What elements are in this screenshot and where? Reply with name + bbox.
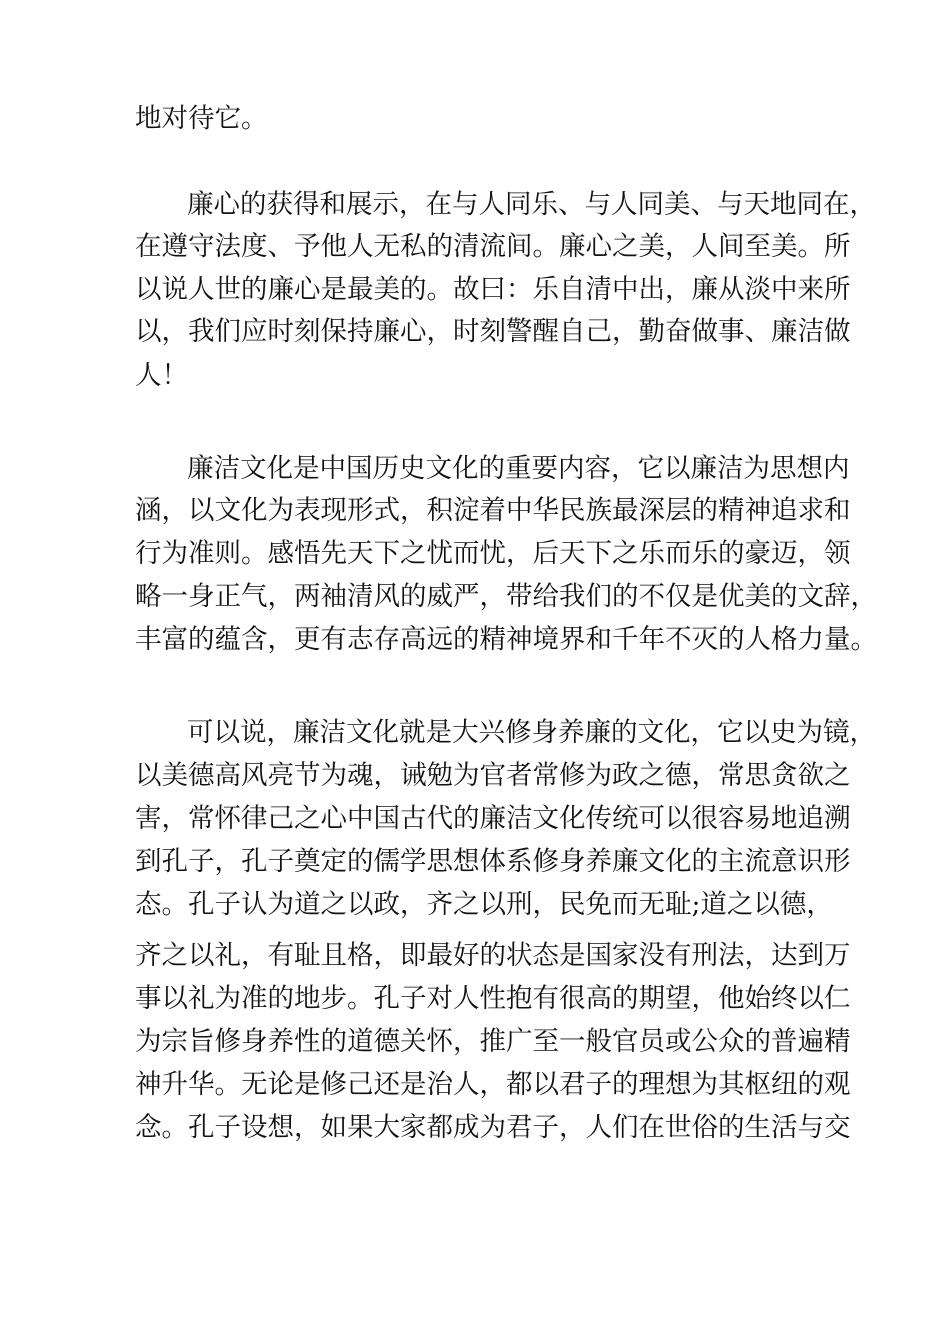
text-line: 人！	[135, 360, 188, 391]
text-line: 神升华。无论是修己还是治人，都以君子的理想为其枢纽的观	[135, 1069, 851, 1100]
text-line: 丰富的蕴含，更有志存高远的精神境界和千年不灭的人格力量。	[135, 624, 877, 655]
text-line: 略一身正气，两袖清风的威严，带给我们的不仅是优美的文辞，	[135, 581, 877, 612]
text-line: 到孔子，孔子奠定的儒学思想体系修身养廉文化的主流意识形	[135, 846, 851, 877]
text-line: 地对待它。	[135, 103, 268, 134]
text-line: 念。孔子设想，如果大家都成为君子，人们在世俗的生活与交	[135, 1112, 851, 1143]
text-line: 态。孔子认为道之以政，齐之以刑，民免而无耻;道之以德，	[135, 889, 833, 920]
text-line: 以，我们应时刻保持廉心，时刻警醒自己，勤奋做事、廉洁做	[135, 316, 851, 347]
text-line: 为宗旨修身养性的道德关怀，推广至一般官员或公众的普遍精	[135, 1026, 851, 1057]
text-line: 害，常怀律己之心中国古代的廉洁文化传统可以很容易地追溯	[135, 803, 851, 834]
text-line: 在遵守法度、予他人无私的清流间。廉心之美，人间至美。所	[135, 231, 851, 262]
text-line: 涵，以文化为表现形式，积淀着中华民族最深层的精神追求和	[135, 495, 851, 526]
text-line: 廉心的获得和展示，在与人同乐、与人同美、与天地同在，	[187, 189, 876, 220]
text-line: 以说人世的廉心是最美的。故曰：乐自清中出，廉从淡中来所	[135, 274, 851, 305]
text-line: 廉洁文化是中国历史文化的重要内容，它以廉洁为思想内	[187, 453, 850, 484]
text-line: 以美德高风亮节为魂，诫勉为官者常修为政之德，常思贪欲之	[135, 760, 851, 791]
text-line: 行为准则。感悟先天下之忧而忧，后天下之乐而乐的豪迈，领	[135, 538, 851, 569]
text-line: 齐之以礼，有耻且格，即最好的状态是国家没有刑法，达到万	[135, 940, 851, 971]
text-line: 事以礼为准的地步。孔子对人性抱有很高的期望，他始终以仁	[135, 983, 851, 1014]
text-line: 可以说，廉洁文化就是大兴修身养廉的文化，它以史为镜，	[187, 717, 876, 748]
